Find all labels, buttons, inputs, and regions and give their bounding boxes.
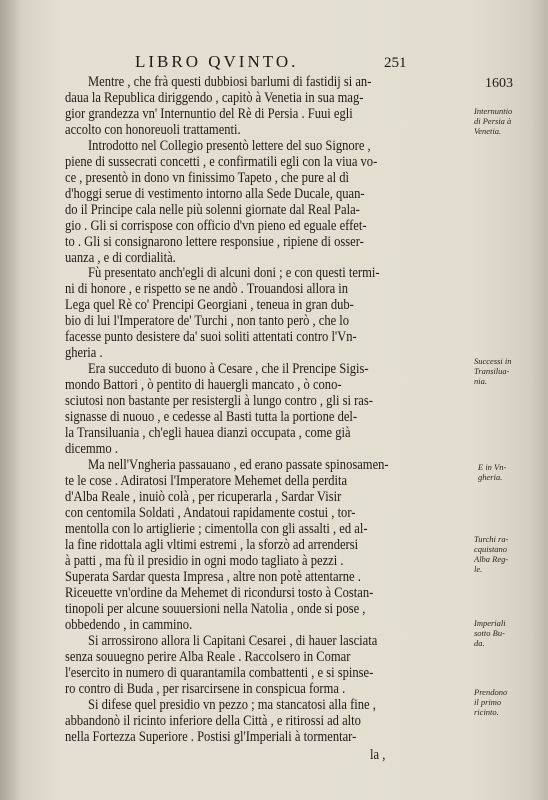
running-title: LIBRO QVINTO. [135, 52, 299, 71]
text-line: gior grandezza vn' Internuntio del Rè di Persia . Fuui egli [65, 106, 353, 122]
text-line: Si difese quel presidio vn pezzo ; ma stancatosi alla fine , [88, 697, 376, 713]
text-line: Era succeduto di buono à Cesare , che il Prencipe Sigis- [88, 361, 369, 377]
text-line: la Transiluania , ch'egli hauea dianzi occupata , come già [65, 425, 351, 441]
text-line: con centomila Soldati , Andatoui rapidamente costui , tor- [65, 505, 356, 521]
text-line: nella Fortezza Superiore . Postisi gl'Imperiali à tormentar- [65, 729, 357, 745]
text-line: Superata Sardar questa Impresa , altre non potè attentarne . [65, 569, 361, 585]
text-line: mondo Battori , ò pentito di hauergli mancato , ò cono- [65, 377, 342, 393]
text-line: ro contro di Buda , per risarcirsene in conspicua forma . [65, 681, 346, 697]
text-line: abbandonò il ricinto inferiore della Città , e ritirossi ad alto [65, 713, 361, 729]
text-line: la , [370, 747, 386, 763]
text-line: bio di lui l'Imperatore de' Turchi , non tanto però , che lo [65, 313, 350, 329]
text-line: la fine ridottala agli vltimi estremi , la sforzò ad arrendersi [65, 537, 359, 553]
margin-note: Successi in Transilua- nia. [474, 356, 512, 386]
text-line: Si arrossirono allora li Capitani Cesarei , di hauer lasciata [88, 633, 378, 649]
text-line: Mentre , che frà questi dubbiosi barlumi di fastidij si an- [88, 74, 372, 90]
text-line: daua la Republica diriggendo , capitò à Venetia in sua mag- [65, 90, 364, 106]
text-line: dicemmo . [65, 441, 118, 457]
text-line: gio . Gli si corrispose con officio d'vn pieno ed eguale effet- [65, 218, 367, 234]
text-line: senza souuegno perire Alba Reale . Raccolsero in Comar [65, 649, 351, 665]
text-line: accolto con honoreuoli trattamenti. [65, 122, 241, 138]
text-line: d'hoggi serue di vestimento intorno alla Sede Ducale, quan- [65, 186, 365, 202]
margin-note: Prendono il primo ricinto. [474, 687, 508, 717]
text-line: signasse di nuouo , e cedesse al Basti tutta la portione del- [65, 409, 358, 425]
text-line: Ma nell'Vngheria passauano , ed erano passate spinosamen- [88, 457, 389, 473]
text-line: ni di honore , e rispetto se ne andò . Trouandosi allora in [65, 281, 349, 297]
text-line: uanza , e di cordialità. [65, 250, 176, 266]
margin-note: Internuntio di Persia à Venetia. [474, 106, 513, 136]
text-line: tinopoli per alcune souuersioni nella Natolia , onde si pose , [65, 601, 366, 617]
text-line: ce , presentò in dono vn finissimo Tapeto , che pure al dì [65, 170, 350, 186]
text-line: l'esercito in numero di quarantamila combattenti , e si spinse- [65, 665, 374, 681]
margin-note: Imperiali sotto Bu- da. [474, 618, 506, 648]
text-line: sciutosi non bastante per resistergli à lungo contro , gli si ras- [65, 393, 373, 409]
text-line: Riceuette vn'ordine da Mehemet di ricondursi tosto à Costan- [65, 585, 374, 601]
margin-note: E in Vn- gheria. [478, 462, 507, 482]
text-line: gheria . [65, 345, 103, 361]
text-line: to . Gli si consignarono lettere responsiue , ripiene di osser- [65, 234, 364, 250]
text-line: piene di sussecrati concetti , e confirmatili egli con la viua vo- [65, 154, 378, 170]
text-line: Lega quel Rè co' Prencipi Georgiani , teneua in gran dub- [65, 297, 354, 313]
text-line: à patti , ma fù il presidio in ogni modo tagliato à pezzi . [65, 553, 344, 569]
text-line: te le cose . Adiratosi l'Imperatore Mehemet della perdita [65, 473, 348, 489]
text-line: mentolla con lo artiglierie ; cimentolla con gli assalti , ed al- [65, 521, 368, 537]
text-line: facesse punto desistere da' suoi soliti attentati contro l'Vn- [65, 329, 357, 345]
page-number: 251 [384, 55, 407, 71]
margin-note: Turchi ra- cquistano Alba Reg- le. [474, 534, 509, 574]
text-line: d'Alba Reale , inuiò colà , per ricuperarla , Sardar Visir [65, 489, 342, 505]
text-line: do il Principe cala nelle più solenni giornate dal Real Pala- [65, 202, 360, 218]
margin-year: 1603 [485, 76, 513, 91]
text-line: Fù presentato anch'egli di alcuni doni ; e con questi termi- [88, 265, 380, 281]
text-line: obbedendo , in cammino. [65, 617, 193, 633]
text-line: Introdotto nel Collegio presentò lettere del suo Signore , [88, 138, 371, 154]
